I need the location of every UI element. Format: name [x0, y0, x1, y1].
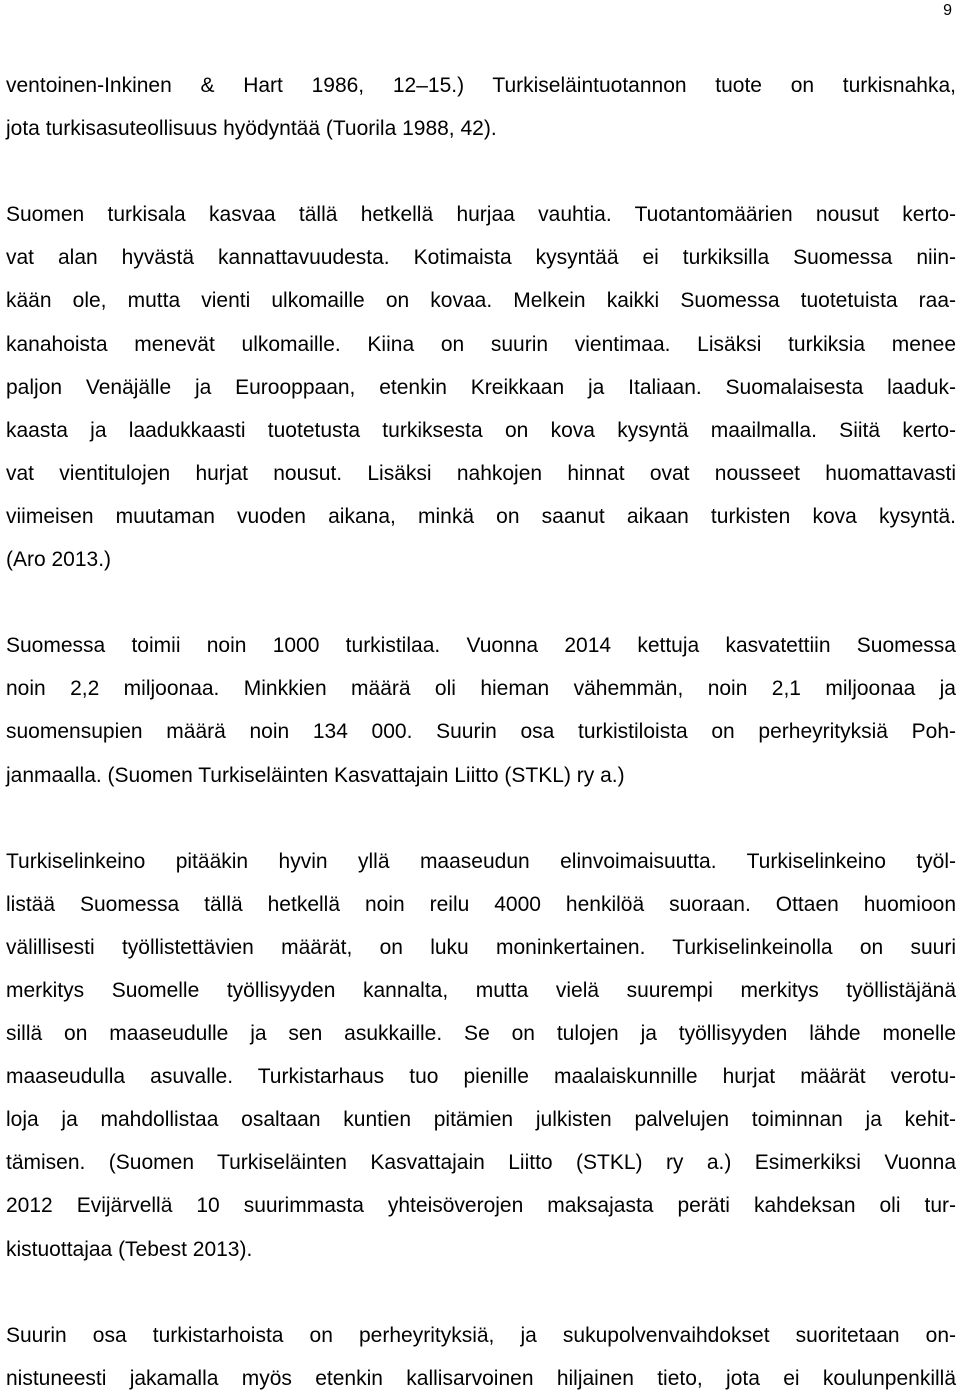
paragraph-gap [6, 581, 956, 624]
text-line: paljon Venäjälle ja Eurooppaan, etenkin Kreikkaan ja Italiaan. Suomalaisesta laaduk- [6, 375, 956, 399]
text-line: suomensupien määrä noin 134 000. Suurin osa turkistiloista on perheyrityksiä Poh- [6, 720, 956, 744]
text-line: vat alan hyvästä kannattavuudesta. Kotimaista kysyntää ei turkiksilla Suomessa niin- [6, 246, 956, 270]
text-line: janmaalla. (Suomen Turkiseläinten Kasvattajain Liitto (STKL) ry a.) [6, 763, 625, 787]
text-line: kanahoista menevät ulkomaille. Kiina on suurin vientimaa. Lisäksi turkiksia menee [6, 332, 956, 356]
paragraph-2 [6, 193, 956, 581]
paragraph-5 [6, 1314, 956, 1400]
text-line: loja ja mahdollistaa osaltaan kuntien pitämien julkisten palvelujen toiminnan ja kehit- [6, 1108, 956, 1132]
text-line: jota turkisasuteollisuus hyödyntää (Tuorila 1988, 42). [6, 117, 497, 141]
text-line: Suomessa toimii noin 1000 turkistilaa. Vuonna 2014 kettuja kasvatettiin Suomessa [6, 634, 956, 658]
paragraph-3 [6, 624, 956, 796]
paragraph-4 [6, 840, 956, 1271]
text-line: nistuneesti jakamalla myös etenkin kallisarvoinen hiljainen tieto, jota ei koulunpenkillä [6, 1366, 956, 1390]
text-line: tämisen. (Suomen Turkiseläinten Kasvattajain Liitto (STKL) ry a.) Esimerkiksi Vuonna [6, 1151, 956, 1175]
page-number: 9 [943, 2, 952, 19]
text-line: kään ole, mutta vienti ulkomaille on kovaa. Melkein kaikki Suomessa tuotetuista raa- [6, 289, 956, 313]
text-line: (Aro 2013.) [6, 548, 112, 572]
text-line: viimeisen muutaman vuoden aikana, minkä on saanut aikaan turkisten kova kysyntä. [6, 504, 956, 528]
document-body [6, 64, 956, 1400]
text-line: kistuottajaa (Tebest 2013). [6, 1237, 253, 1261]
text-line: merkitys Suomelle työllisyyden kannalta, mutta vielä suurempi merkitys työllistäjänä [6, 978, 956, 1002]
text-line: kaasta ja laadukkaasti tuotetusta turkiksesta on kova kysyntä maailmalla. Siitä kerto- [6, 418, 956, 442]
paragraph-gap [6, 1271, 956, 1314]
text-line: listää Suomessa tällä hetkellä noin reilu 4000 henkilöä suoraan. Ottaen huomioon [6, 892, 956, 916]
text-line: sillä on maaseudulle ja sen asukkaille. Se on tulojen ja työllisyyden lähde monelle [6, 1022, 956, 1046]
text-line: Suomen turkisala kasvaa tällä hetkellä hurjaa vauhtia. Tuotantomäärien nousut kerto- [6, 203, 956, 227]
text-line: vat vientitulojen hurjat nousut. Lisäksi nahkojen hinnat ovat nousseet huomattavasti [6, 461, 956, 485]
text-line: maaseudulla asuvalle. Turkistarhaus tuo pienille maalaiskunnille hurjat määrät verotu- [6, 1065, 956, 1089]
paragraph-gap [6, 797, 956, 840]
text-line: Suurin osa turkistarhoista on perheyrityksiä, ja sukupolvenvaihdokset suoritetaan on- [6, 1323, 956, 1347]
paragraph-gap [6, 150, 956, 193]
text-line: noin 2,2 miljoonaa. Minkkien määrä oli hieman vähemmän, noin 2,1 miljoonaa ja [6, 677, 956, 701]
text-line: välillisesti työllistettävien määrät, on luku moninkertainen. Turkiselinkeinolla on suuri [6, 935, 956, 959]
paragraph-1 [6, 64, 956, 150]
text-line: Turkiselinkeino pitääkin hyvin yllä maaseudun elinvoimaisuutta. Turkiselinkeino työl- [6, 849, 956, 873]
text-line: ventoinen-Inkinen & Hart 1986, 12–15.) Turkiseläintuotannon tuote on turkisnahka, [6, 74, 956, 97]
text-line: 2012 Evijärvellä 10 suurimmasta yhteisöverojen maksajasta peräti kahdeksan oli tur- [6, 1194, 956, 1218]
